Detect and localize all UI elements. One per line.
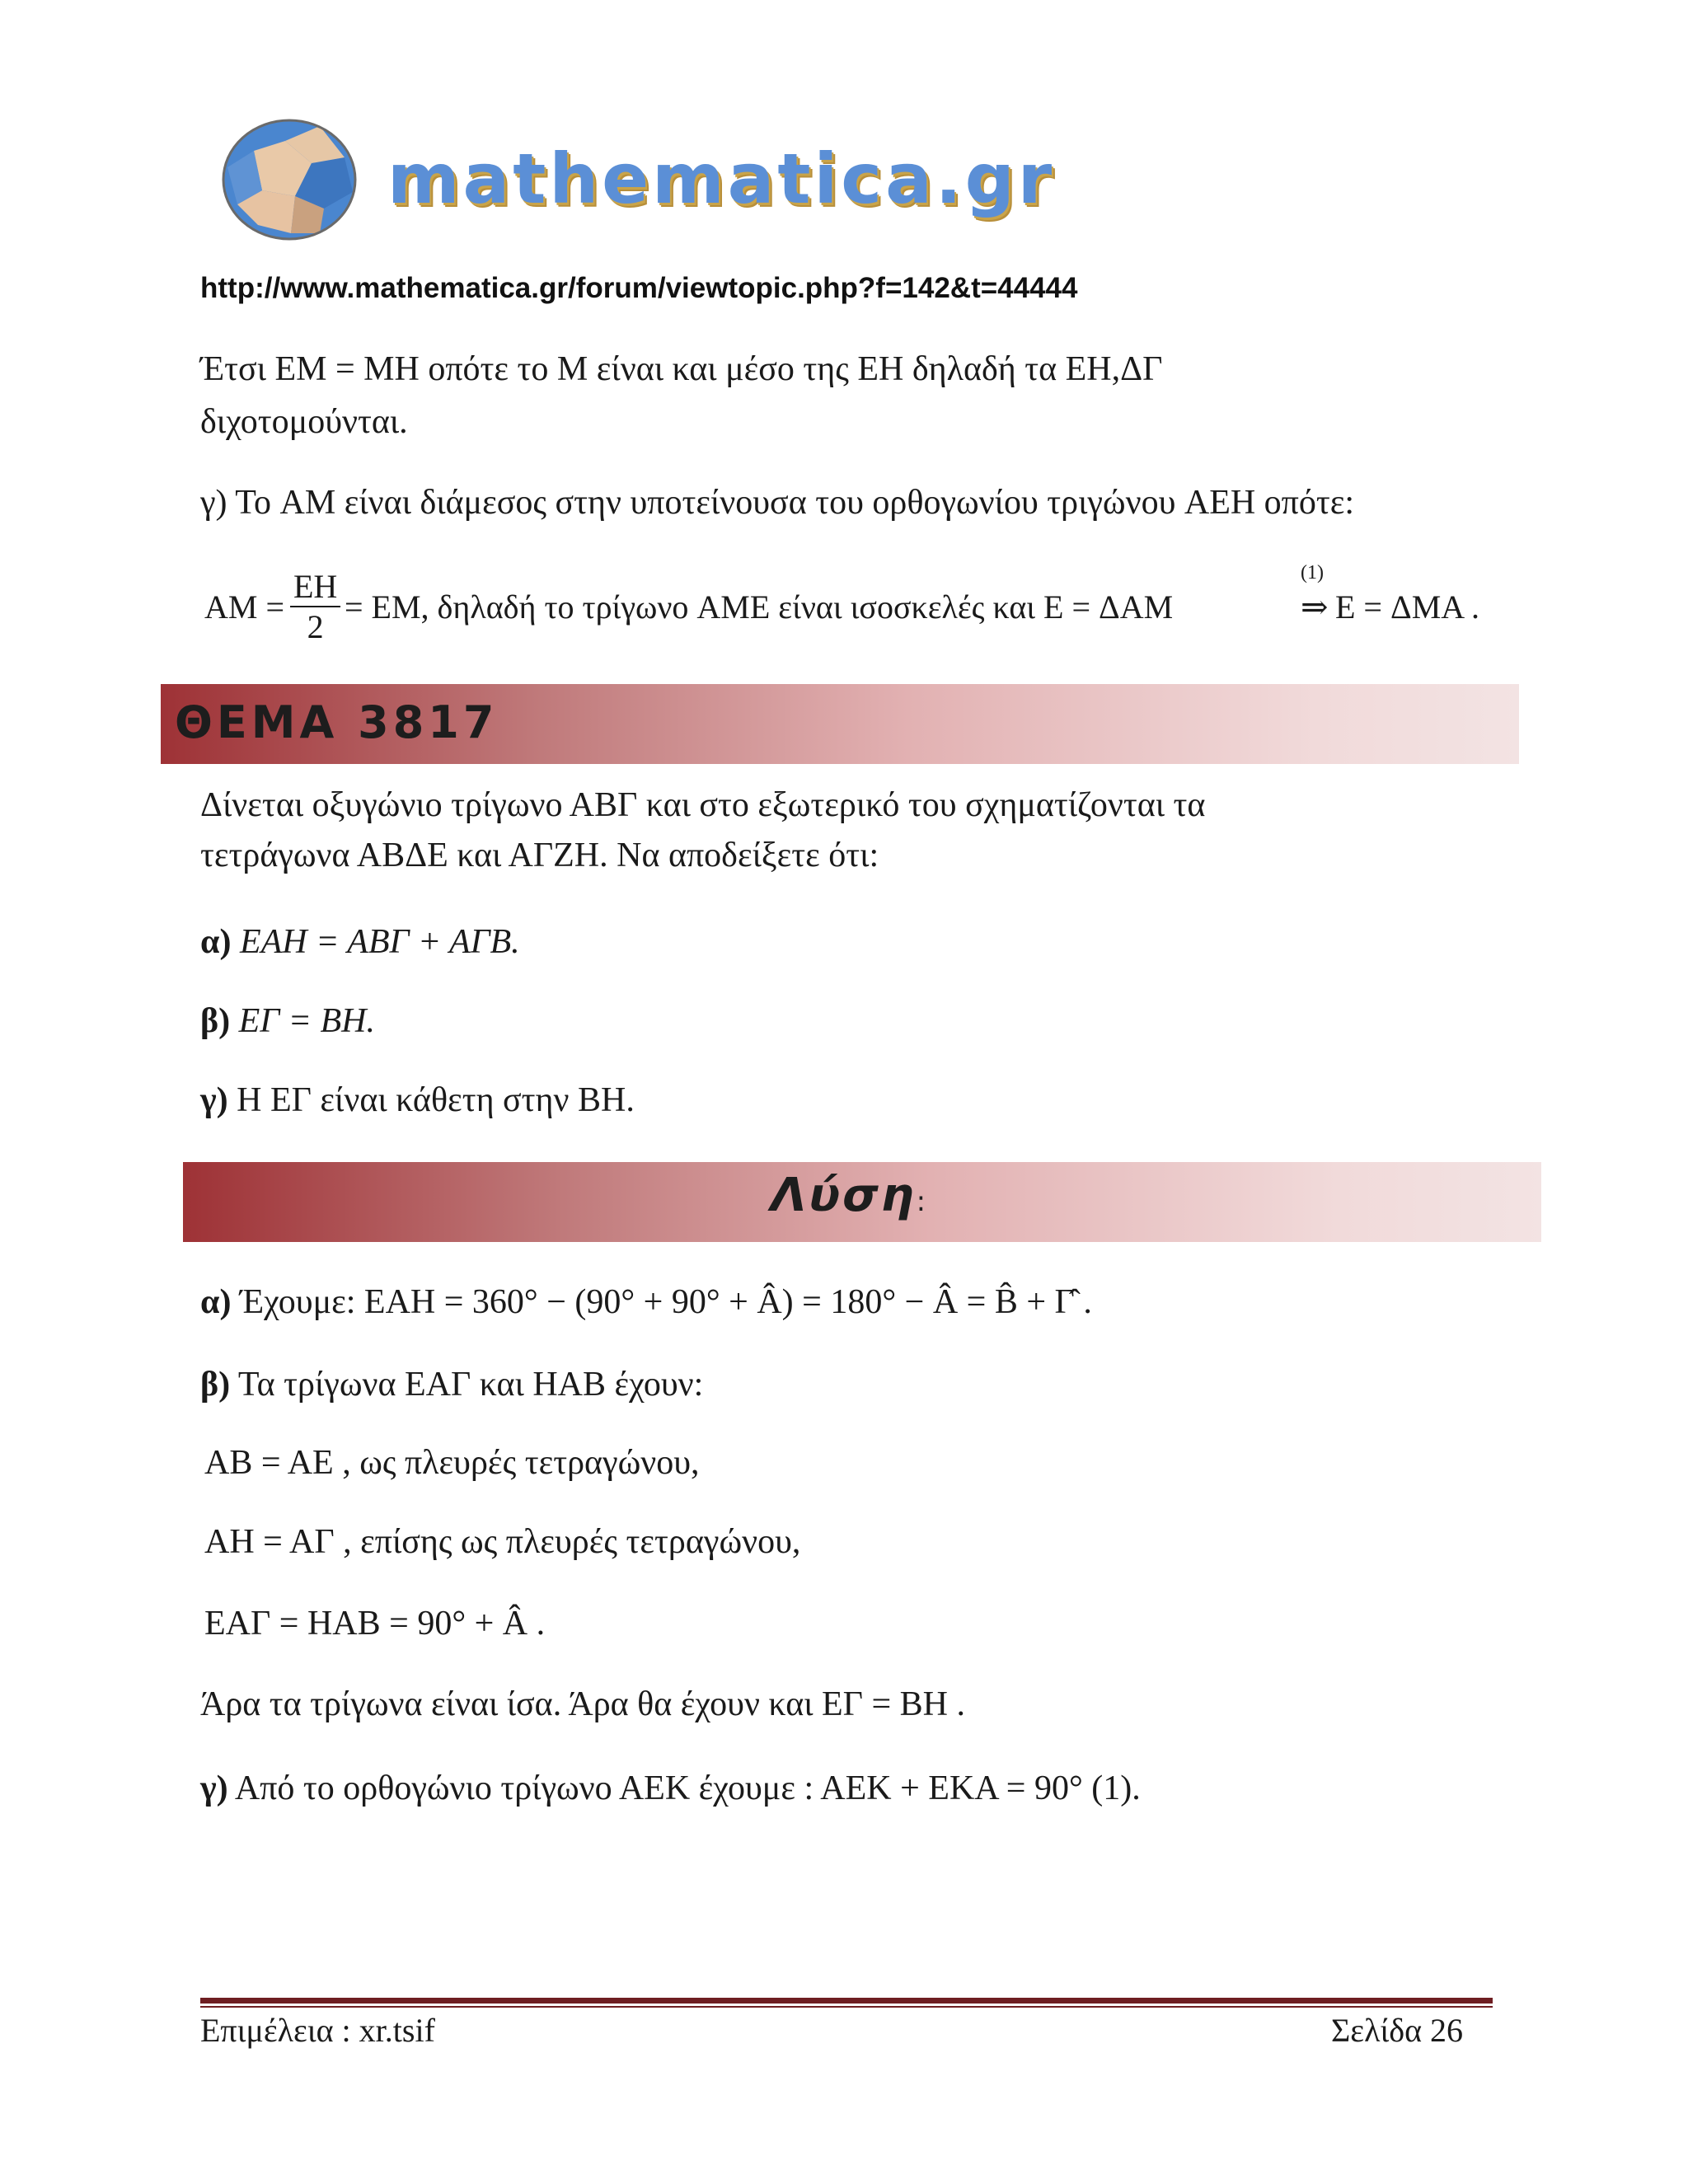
solution-c [200,1768,1141,1809]
eq-end: E = ΔMA . [1335,588,1479,626]
eq-fraction-numerator: EH [290,567,340,607]
eq-arrow: ⇒ [1301,588,1329,626]
theme-title: ΘΕΜΑ 3817 [175,696,499,748]
solution-a-label: α) [200,1283,232,1321]
solution-a [200,1282,1092,1323]
solution-b-conclusion: Άρα τα τρίγωνα είναι ίσα. Άρα θα έχουν και ΕΓ = ΒΗ . [200,1685,965,1723]
statement-line-2: τετράγωνα ΑΒΔΕ και ΑΓΖΗ. Να αποδείξετε ότι: [200,837,879,874]
question-b-text: ΕΓ = ΒΗ. [238,1002,375,1040]
solution-b [200,1364,703,1405]
prev-gamma-line: γ) Το AM είναι διάμεσος στην υποτείνουσα του ορθογωνίου τριγώνου AEH οπότε: [200,484,1355,522]
source-url[interactable]: http://www.mathematica.gr/forum/viewtopic.php?f=142&t=44444 [200,272,1078,304]
solution-a-text: Έχουμε: ΕΑΗ = 360° − (90° + 90° + Â) = 180° − Â = B̂ + Γ̂ . [239,1283,1092,1321]
question-b [200,1001,375,1042]
question-a-label: α) [200,923,232,961]
solution-c-text: Από το ορθογώνιο τρίγωνο ΑΕΚ έχουμε : ΑΕΚ + ΕΚΑ = 90° (1). [234,1769,1141,1807]
question-c-label: γ) [200,1081,228,1119]
solution-b-item-1: ΑΒ = ΑΕ , ως πλευρές τετραγώνου, [204,1444,700,1482]
question-a-text: ΕΑΗ = ΑΒΓ + ΑΓΒ. [239,923,520,961]
eq-arrow-label: (1) [1301,562,1324,583]
solution-b-item-2: ΑΗ = ΑΓ , επίσης ως πλευρές τετραγώνου, [204,1523,801,1561]
eq-fraction-denominator: 2 [307,608,324,645]
logo-icon [221,118,358,241]
eq-fraction [290,567,340,646]
footer-rule-thick [200,1998,1493,2004]
question-b-label: β) [200,1002,231,1040]
footer-rule-thin [200,2006,1493,2008]
solution-title-colon: : [916,1185,929,1218]
solution-b-text: Τα τρίγωνα ΕΑΓ και ΗΑΒ έχουν: [237,1366,704,1404]
statement-line-1: Δίνεται οξυγώνιο τρίγωνο ΑΒΓ και στο εξωτερικό του σχηματίζονται τα [200,786,1206,824]
eq-rest: = EM, δηλαδή το τρίγωνο AME είναι ισοσκελές και E = ΔAM [345,588,1174,626]
solution-b-label: β) [200,1366,231,1404]
footer-editor: Επιμέλεια : xr.tsif [200,2012,435,2049]
question-c [200,1080,635,1121]
eq-left: AM = [204,588,285,626]
site-logo-text: mathematica.gr [387,138,1056,219]
question-c-text: Η ΕΓ είναι κάθετη στην ΒΗ. [237,1081,635,1119]
prev-line-2: διχοτομούνται. [200,403,408,441]
solution-b-item-3: ΕΑΓ = ΗΑΒ = 90° + Â . [204,1605,546,1643]
prev-line-1: Έτσι EM = MH οπότε το M είναι και μέσο της EH δηλαδή τα EH,ΔΓ [200,350,1163,388]
solution-title [771,1169,928,1222]
footer-page-number: Σελίδα 26 [1331,2012,1464,2049]
solution-title-text: Λύση [771,1169,917,1222]
solution-c-label: γ) [200,1769,228,1807]
question-a [200,921,520,963]
